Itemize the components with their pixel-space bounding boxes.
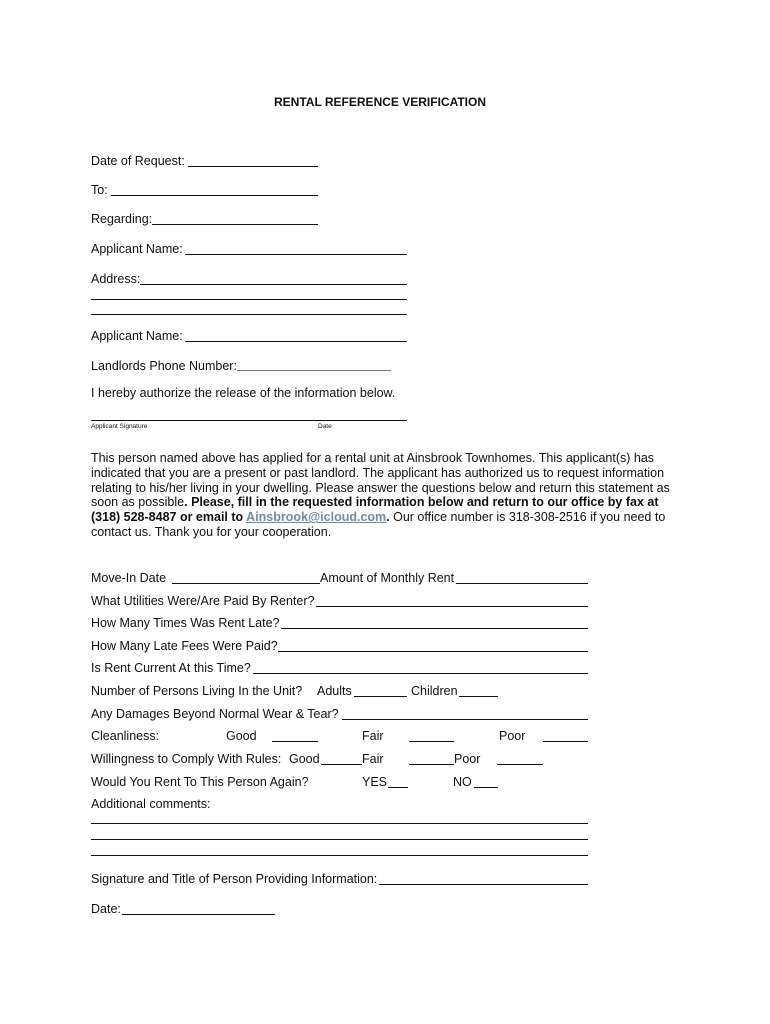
authorization-text: I hereby authorize the release of the information below. [91, 386, 396, 400]
late-fees-label: How Many Late Fees Were Paid? [91, 639, 278, 653]
rent-current-field[interactable] [253, 673, 588, 674]
landlords-phone-label: Landlords Phone Number: [91, 359, 237, 373]
regarding-field[interactable] [152, 224, 318, 225]
children-field[interactable] [459, 696, 498, 697]
utilities-field[interactable] [316, 606, 588, 607]
damages-field[interactable] [342, 719, 588, 720]
willingness-good-field[interactable] [321, 764, 362, 765]
late-fees-field[interactable] [278, 651, 588, 652]
willingness-fair-label: Fair [362, 752, 384, 766]
address-label: Address: [91, 272, 141, 286]
willingness-poor-label: Poor [454, 752, 481, 766]
cleanliness-fair-label: Fair [362, 729, 384, 743]
address-field-line-3[interactable] [91, 314, 407, 315]
children-label: Children [411, 684, 458, 698]
signature-date-label: Date [318, 423, 332, 430]
applicant-name-field[interactable] [185, 254, 407, 255]
cleanliness-good-label: Good [226, 729, 257, 743]
adults-field[interactable] [354, 696, 407, 697]
applicant-name-label: Applicant Name: [91, 242, 183, 256]
utilities-label: What Utilities Were/Are Paid By Renter? [91, 594, 315, 608]
date-of-request-label: Date of Request: [91, 154, 185, 168]
amount-rent-field[interactable] [456, 583, 588, 584]
applicant-name-field-2[interactable] [185, 341, 407, 342]
date-field[interactable] [122, 914, 275, 915]
willingness-good-label: Good [289, 752, 320, 766]
additional-comments-label: Additional comments: [91, 797, 211, 811]
rent-current-label: Is Rent Current At this Time? [91, 661, 251, 675]
rent-again-label: Would You Rent To This Person Again? [91, 775, 309, 789]
cleanliness-poor-field[interactable] [543, 741, 588, 742]
rent-again-no-label: NO [453, 775, 472, 789]
rent-again-yes-label: YES [362, 775, 388, 789]
willingness-fair-field[interactable] [409, 764, 454, 765]
page-title: RENTAL REFERENCE VERIFICATION [274, 95, 487, 109]
to-field[interactable] [111, 195, 318, 196]
applicant-name-label-2: Applicant Name: [91, 329, 183, 343]
rent-again-no-field[interactable] [474, 787, 498, 788]
times-late-label: How Many Times Was Rent Late? [91, 616, 280, 630]
move-in-date-label: Move-In Date [91, 571, 167, 585]
intro-bold-2: . [386, 510, 390, 525]
times-late-field[interactable] [281, 628, 588, 629]
email-link[interactable]: Ainsbrook@icloud.com [246, 510, 387, 525]
regarding-label: Regarding: [91, 212, 153, 226]
adults-label: Adults [317, 684, 352, 698]
additional-comments-line-1[interactable] [91, 823, 588, 824]
intro-paragraph [91, 451, 691, 540]
date-of-request-field[interactable] [188, 166, 318, 167]
cleanliness-fair-field[interactable] [409, 741, 454, 742]
cleanliness-label: Cleanliness: [91, 729, 160, 743]
amount-rent-label: Amount of Monthly Rent [320, 571, 455, 585]
intro-bold-1: . Please, fill in the requested information below and return to our office by fax at (318) 528-8487 or email to [91, 495, 659, 525]
intro-text-2: Our office number is 318-308-2516 if you need to contact us. Thank you for your cooperation. [91, 510, 666, 539]
move-in-date-field[interactable] [172, 583, 320, 584]
signature-title-field[interactable] [379, 884, 588, 885]
additional-comments-line-3[interactable] [91, 855, 588, 856]
to-label: To: [91, 183, 108, 197]
willingness-label: Willingness to Comply With Rules: [91, 752, 282, 766]
address-field-line-2[interactable] [91, 299, 407, 300]
intro-text-1: This person named above has applied for a rental unit at Ainsbrook Townhomes. This applicant(s) has indicated that you are a present or past landlord. The applicant has authorized us to request information relating to his/her living in your dwelling. Please answer the questions below and return this statement as soon as possible [91, 451, 670, 510]
rent-again-yes-field[interactable] [388, 787, 408, 788]
damages-label: Any Damages Beyond Normal Wear & Tear? [91, 707, 339, 721]
applicant-signature-line[interactable] [91, 420, 407, 421]
persons-label: Number of Persons Living In the Unit? [91, 684, 303, 698]
date-label: Date: [91, 902, 121, 916]
landlords-phone-field[interactable] [237, 370, 391, 371]
additional-comments-line-2[interactable] [91, 839, 588, 840]
signature-title-label: Signature and Title of Person Providing Information: [91, 872, 378, 886]
cleanliness-poor-label: Poor [499, 729, 526, 743]
address-field-line-1[interactable] [140, 284, 407, 285]
applicant-signature-label: Applicant Signature [91, 423, 148, 430]
cleanliness-good-field[interactable] [272, 741, 318, 742]
willingness-poor-field[interactable] [497, 764, 543, 765]
